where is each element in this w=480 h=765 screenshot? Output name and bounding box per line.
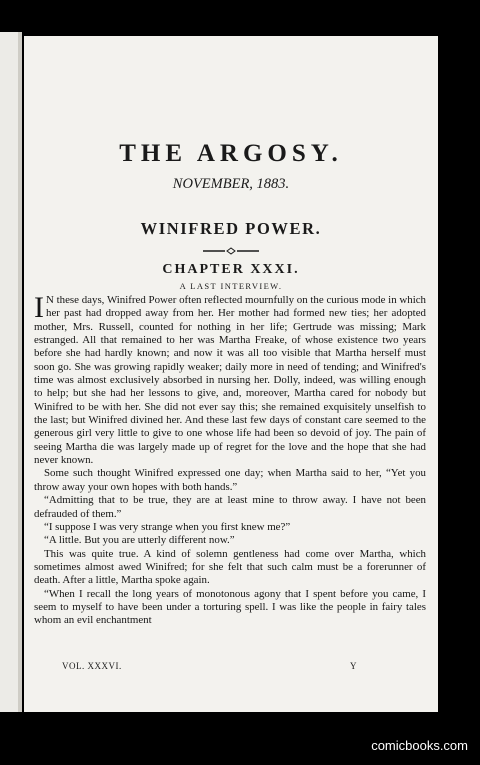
page-gutter — [18, 32, 22, 712]
paragraph: This was quite true. A kind of solemn gentleness had come over Martha, which sometimes almost awed Winifred; for she felt that such calm must be a forerunner of death. After a little, Martha spoke again. — [34, 547, 426, 587]
paragraph: “A little. But you are utterly different now.” — [44, 534, 235, 547]
chapter-subtitle: A LAST INTERVIEW. — [179, 281, 283, 291]
paragraph: “Admitting that to be true, they are at least mine to throw away. I have not been defrauded of them.” — [34, 494, 426, 520]
body-text — [34, 291, 426, 628]
watermark: comicbooks.com — [371, 738, 468, 753]
issue-date: NOVEMBER, 1883. — [172, 176, 290, 192]
magazine-title: THE ARGOSY. — [119, 140, 343, 167]
story-title: WINIFRED POWER. — [140, 219, 322, 238]
paragraph: Some such thought Winifred expressed one day; when Martha said to her, “Yet you throw away your own hopes with both hands.” — [34, 467, 426, 493]
drop-cap: I — [34, 291, 44, 324]
paragraph: “When I recall the long years of monotonous agony that I spent before you came, I seem to myself to have been under a torturing spell. I was like the people in fairy tales whom an evil enchantment — [34, 587, 426, 627]
book-page — [24, 36, 438, 712]
ornament-divider-icon — [24, 242, 438, 260]
paragraph: I N these days, Winifred Power often reflected mournfully on the curious mode in which her past had dropped away from her. Her mother had formed new ties; her adopted mother, Mrs. Russell, counted for nothing in her life; Gertrude was missing; Mark estranged. All that remained to her was Martha Freake, of whose existence two years before she had hardly known; and now it was all too visible that Martha herself must soon go. She was growing rapidly weaker; daily more in need of tending; and Winifred's time was almost exclusively absorbed in nursing her. Dolly, indeed, was willing enough to help; but she had her lessons to give, and, moreover, Martha cared for nobody but Winifred to be with her. She did not ever say this; she remained exquisitely unselfish to the last; but Winifred divined her. And these last few days of constant care seemed to the generous girl very little to give to one whose life had been so devoid of joy. The pain of seeing Martha die was largely made up of regret for the love and the hope that she had never known. — [34, 291, 426, 467]
paragraph: “I suppose I was very strange when you first knew me?” — [44, 520, 291, 533]
signature-mark: Y — [350, 661, 357, 671]
volume-number: VOL. XXXVI. — [62, 661, 122, 671]
chapter-title: CHAPTER XXXI. — [162, 262, 300, 277]
